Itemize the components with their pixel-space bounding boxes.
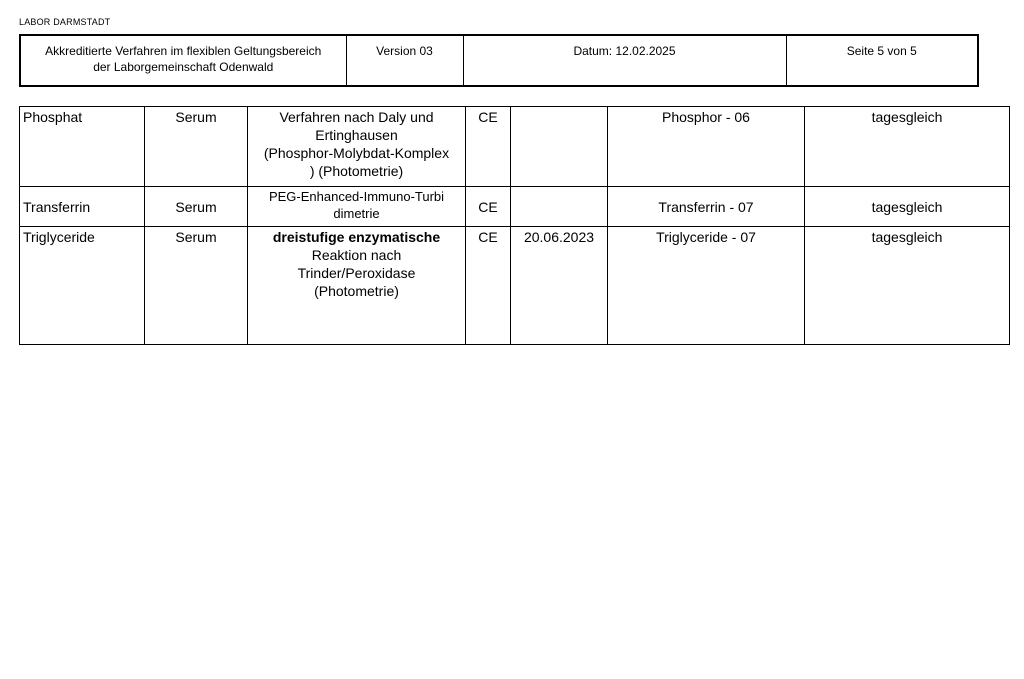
method-line: Trinder/Peroxidase [297,265,416,281]
code-cell: Transferrin - 07 [608,187,805,227]
table-row [20,107,1010,187]
method-line: dimetrie [333,206,380,221]
lab-name: LABOR DARMSTADT [19,17,111,27]
mark-cell: CE [466,187,511,227]
turnaround-cell: tagesgleich [805,107,1010,187]
material-cell: Serum [145,227,248,345]
document-header [19,34,979,87]
material-cell: Serum [145,107,248,187]
table-row [20,187,1010,227]
mark-cell: CE [466,107,511,187]
method-cell [248,107,466,187]
date-cell [511,107,608,187]
header-version: Version 03 [346,35,463,86]
header-title-line-2: der Laborgemeinschaft Odenwald [93,60,274,74]
method-cell [248,187,466,227]
method-line: (Photometrie) [314,283,399,299]
date-cell [511,187,608,227]
analyte-cell: Triglyceride [20,227,145,345]
method-line: (Phosphor-Molybdat-Komplex [263,145,450,161]
header-date: Datum: 12.02.2025 [463,35,786,86]
turnaround-cell: tagesgleich [805,187,1010,227]
method-line: Reaktion nach [311,247,402,263]
mark-cell: CE [466,227,511,345]
code-cell: Triglyceride - 07 [608,227,805,345]
analyte-cell: Phosphat [20,107,145,187]
header-page-number: Seite 5 von 5 [786,35,978,86]
header-title-line-1: Akkreditierte Verfahren im flexiblen Geltungsbereich [45,44,322,58]
method-line: dreistufige enzymatische [272,229,441,245]
method-line: PEG-Enhanced-Immuno-Turbi [268,189,445,204]
analyte-cell: Transferrin [20,187,145,227]
method-cell [248,227,466,345]
procedures-table [19,106,1010,345]
header-title [20,35,346,86]
date-cell: 20.06.2023 [511,227,608,345]
table-row [20,227,1010,345]
method-line: ) (Photometrie) [309,163,404,179]
code-cell: Phosphor - 06 [608,107,805,187]
method-line: Verfahren nach Daly und [279,109,434,125]
material-cell: Serum [145,187,248,227]
turnaround-cell: tagesgleich [805,227,1010,345]
method-line: Ertinghausen [315,127,398,143]
